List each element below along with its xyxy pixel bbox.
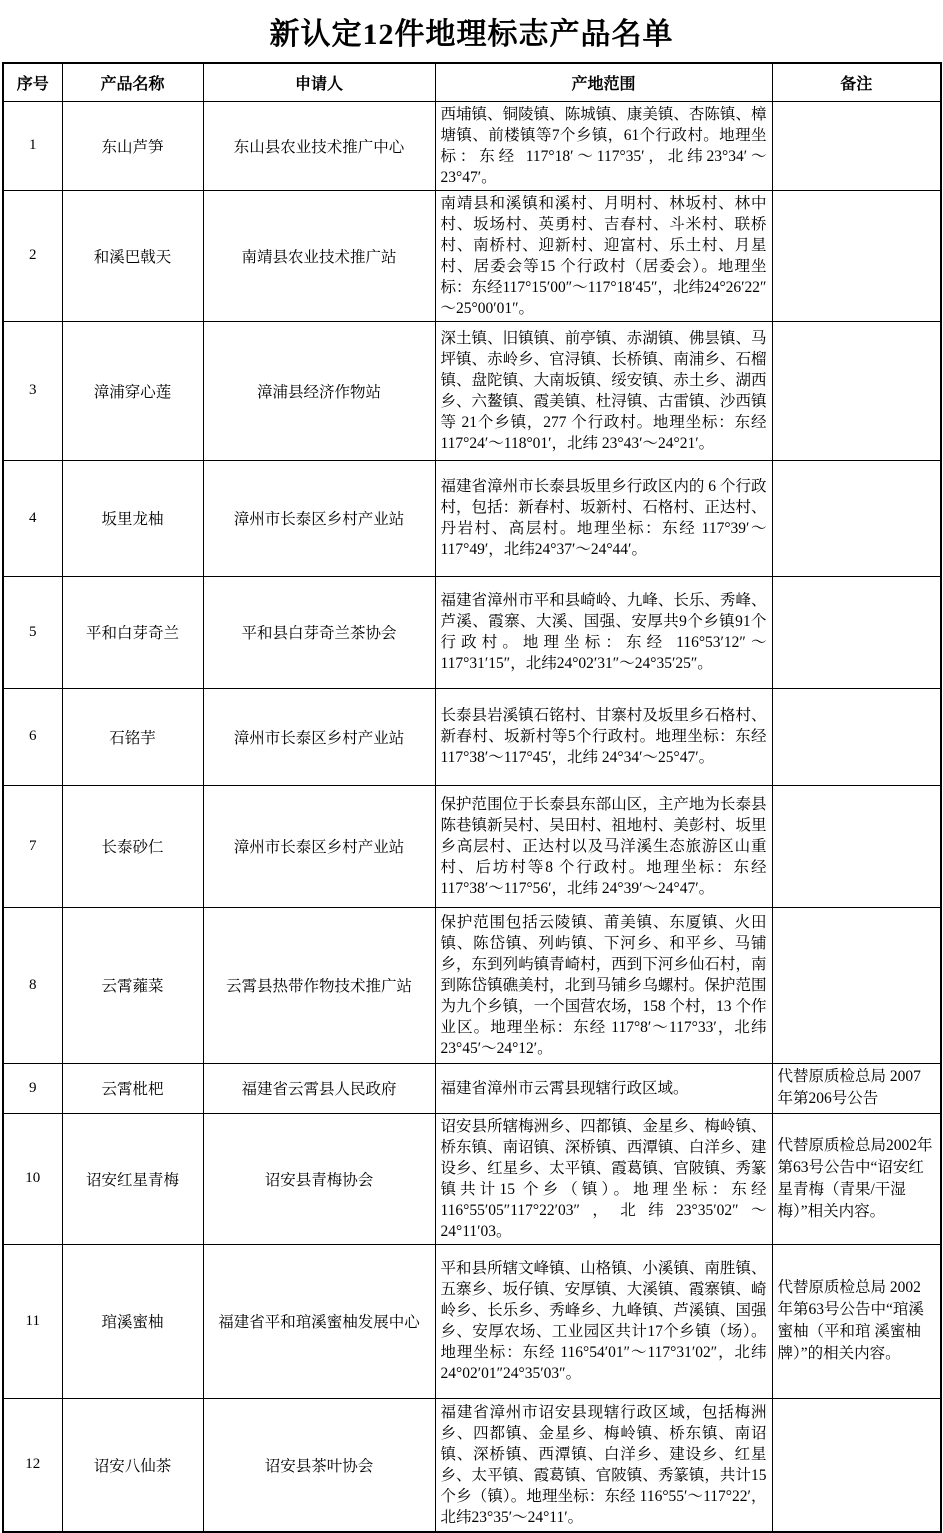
cell-area: 平和县所辖文峰镇、山格镇、小溪镇、南胜镇、五寨乡、坂仔镇、安厚镇、大溪镇、霞寨镇、崎岭乡、长乐乡、秀峰乡、九峰镇、芦溪镇、国强乡、安厚农场、工业园区共计17个乡镇（场）。地理坐标：东经 116°54′01″～117°31′02″，北纬24°02′01″24°35′03″。	[435, 1244, 772, 1398]
cell-remark	[772, 785, 941, 907]
table-row	[3, 1244, 941, 1398]
cell-area: 诏安县所辖梅洲乡、四都镇、金星乡、梅岭镇、桥东镇、南诏镇、深桥镇、西潭镇、白洋乡、建设乡、红星乡、太平镇、霞葛镇、官陂镇、秀篆镇共计15 个乡（镇）。地理坐标：东经116°55′05″117°22′03″，北纬23°35′02″～24°11′03。	[435, 1113, 772, 1244]
cell-product-name: 琯溪蜜柚	[62, 1244, 203, 1398]
cell-remark	[772, 321, 941, 460]
table-row	[3, 1113, 941, 1244]
table-row	[3, 1398, 941, 1532]
cell-no: 5	[3, 576, 62, 688]
cell-no: 12	[3, 1398, 62, 1532]
cell-product-name: 诏安红星青梅	[62, 1113, 203, 1244]
cell-product-name: 长泰砂仁	[62, 785, 203, 907]
cell-remark	[772, 190, 941, 321]
table-row	[3, 1063, 941, 1113]
cell-no: 11	[3, 1244, 62, 1398]
cell-area: 保护范围包括云陵镇、莆美镇、东厦镇、火田镇、陈岱镇、列屿镇、下河乡、和平乡、马铺乡，东到列屿镇青崎村，西到下河乡仙石村，南到陈岱镇礁美村，北到马铺乡乌螺村。保护范围为九个乡镇，一个国营农场，158 个村，13 个作业区。地理坐标：东经 117°8′～117°33′，北纬 23°45′～24°12′。	[435, 907, 772, 1063]
page-title: 新认定12件地理标志产品名单	[269, 18, 674, 51]
table-row	[3, 907, 941, 1063]
header-area: 产地范围	[435, 63, 772, 101]
cell-remark	[772, 460, 941, 576]
cell-no: 9	[3, 1063, 62, 1113]
cell-product-name: 诏安八仙茶	[62, 1398, 203, 1532]
table-row	[3, 321, 941, 460]
cell-product-name: 石铭芋	[62, 688, 203, 785]
cell-remark	[772, 688, 941, 785]
table-row	[3, 190, 941, 321]
table-row	[3, 101, 941, 190]
cell-area: 深土镇、旧镇镇、前亭镇、赤湖镇、佛昙镇、马坪镇、赤岭乡、官浔镇、长桥镇、南浦乡、石榴镇、盘陀镇、大南坂镇、绥安镇、赤土乡、湖西乡、六鳌镇、霞美镇、杜浔镇、古雷镇、沙西镇等 21个乡镇，277 个行政村。地理坐标：东经117°24′～118°01′，北纬 23°43′～24°21′。	[435, 321, 772, 460]
cell-applicant: 漳州市长泰区乡村产业站	[203, 460, 435, 576]
header-product-name: 产品名称	[62, 63, 203, 101]
cell-area: 南靖县和溪镇和溪村、月明村、林坂村、林中村、坂场村、英勇村、吉春村、斗米村、联桥村、南桥村、迎新村、迎富村、乐土村、月星村、居委会等15 个行政村（居委会）。地理坐标：东经117°15′00″～117°18′45″，北纬24°26′22″～25°00′01″。	[435, 190, 772, 321]
cell-product-name: 云霄枇杷	[62, 1063, 203, 1113]
header-no: 序号	[3, 63, 62, 101]
cell-applicant: 漳浦县经济作物站	[203, 321, 435, 460]
cell-product-name: 平和白芽奇兰	[62, 576, 203, 688]
cell-applicant: 福建省平和琯溪蜜柚发展中心	[203, 1244, 435, 1398]
cell-area: 福建省漳州市云霄县现辖行政区域。	[435, 1063, 772, 1113]
cell-remark	[772, 1398, 941, 1532]
cell-no: 4	[3, 460, 62, 576]
cell-product-name: 坂里龙柚	[62, 460, 203, 576]
cell-applicant: 东山县农业技术推广中心	[203, 101, 435, 190]
header-remark: 备注	[772, 63, 941, 101]
cell-no: 10	[3, 1113, 62, 1244]
cell-product-name: 和溪巴戟天	[62, 190, 203, 321]
cell-remark	[772, 576, 941, 688]
cell-applicant: 平和县白芽奇兰茶协会	[203, 576, 435, 688]
cell-area: 福建省漳州市长泰县坂里乡行政区内的 6 个行政村，包括：新春村、坂新村、石格村、正达村、丹岩村、高层村。地理坐标：东经 117°39′～117°49′，北纬24°37′～24°44′。	[435, 460, 772, 576]
cell-product-name: 东山芦笋	[62, 101, 203, 190]
table-row	[3, 688, 941, 785]
cell-applicant: 诏安县青梅协会	[203, 1113, 435, 1244]
cell-remark	[772, 101, 941, 190]
cell-area: 福建省漳州市平和县崎岭、九峰、长乐、秀峰、芦溪、霞寨、大溪、国强、安厚共9个乡镇91个行政村。地理坐标：东经 116°53′12″～117°31′15″，北纬24°02′31″～24°35′25″。	[435, 576, 772, 688]
cell-product-name: 云霄蕹菜	[62, 907, 203, 1063]
cell-applicant: 诏安县茶叶协会	[203, 1398, 435, 1532]
cell-product-name: 漳浦穿心莲	[62, 321, 203, 460]
cell-area: 长泰县岩溪镇石铭村、甘寨村及坂里乡石格村、新春村、坂新村等5个行政村。地理坐标：东经117°38′～117°45′，北纬 24°34′～25°47′。	[435, 688, 772, 785]
header-applicant: 申请人	[203, 63, 435, 101]
cell-applicant: 南靖县农业技术推广站	[203, 190, 435, 321]
table-row	[3, 460, 941, 576]
gi-products-table	[2, 62, 942, 1533]
cell-applicant: 漳州市长泰区乡村产业站	[203, 785, 435, 907]
table-row	[3, 785, 941, 907]
table-row	[3, 576, 941, 688]
cell-applicant: 云霄县热带作物技术推广站	[203, 907, 435, 1063]
cell-area: 福建省漳州市诏安县现辖行政区域，包括梅洲乡、四都镇、金星乡、梅岭镇、桥东镇、南诏镇、深桥镇、西潭镇、白洋乡、建设乡、红星乡、太平镇、霞葛镇、官陂镇、秀篆镇，共计15个乡（镇）。地理坐标：东经 116°55′～117°22′，北纬23°35′～24°11′。	[435, 1398, 772, 1532]
cell-remark: 代替原质检总局 2007年第206号公告	[772, 1063, 941, 1113]
cell-no: 2	[3, 190, 62, 321]
cell-no: 7	[3, 785, 62, 907]
cell-no: 8	[3, 907, 62, 1063]
cell-no: 6	[3, 688, 62, 785]
cell-remark: 代替原质检总局2002年第63号公告中“诏安红星青梅（青果/干湿梅）”相关内容。	[772, 1113, 941, 1244]
cell-remark	[772, 907, 941, 1063]
cell-applicant: 漳州市长泰区乡村产业站	[203, 688, 435, 785]
cell-no: 1	[3, 101, 62, 190]
table-header-row	[3, 63, 941, 101]
cell-area: 西埔镇、铜陵镇、陈城镇、康美镇、杏陈镇、樟塘镇、前楼镇等7个乡镇，61个行政村。地理坐标：东经 117°18′～117°35′，北纬23°34′～23°47′。	[435, 101, 772, 190]
cell-remark: 代替原质检总局 2002年第63号公告中“琯溪蜜柚（平和琯 溪蜜柚牌）”的相关内容。	[772, 1244, 941, 1398]
cell-no: 3	[3, 321, 62, 460]
cell-applicant: 福建省云霄县人民政府	[203, 1063, 435, 1113]
cell-area: 保护范围位于长泰县东部山区，主产地为长泰县陈巷镇新吴村、吴田村、祖地村、美彭村、坂里乡高层村、正达村以及马洋溪生态旅游区山重村、后坊村等8 个行政村。地理坐标：东经 117°38′～117°56′，北纬 24°39′～24°47′。	[435, 785, 772, 907]
